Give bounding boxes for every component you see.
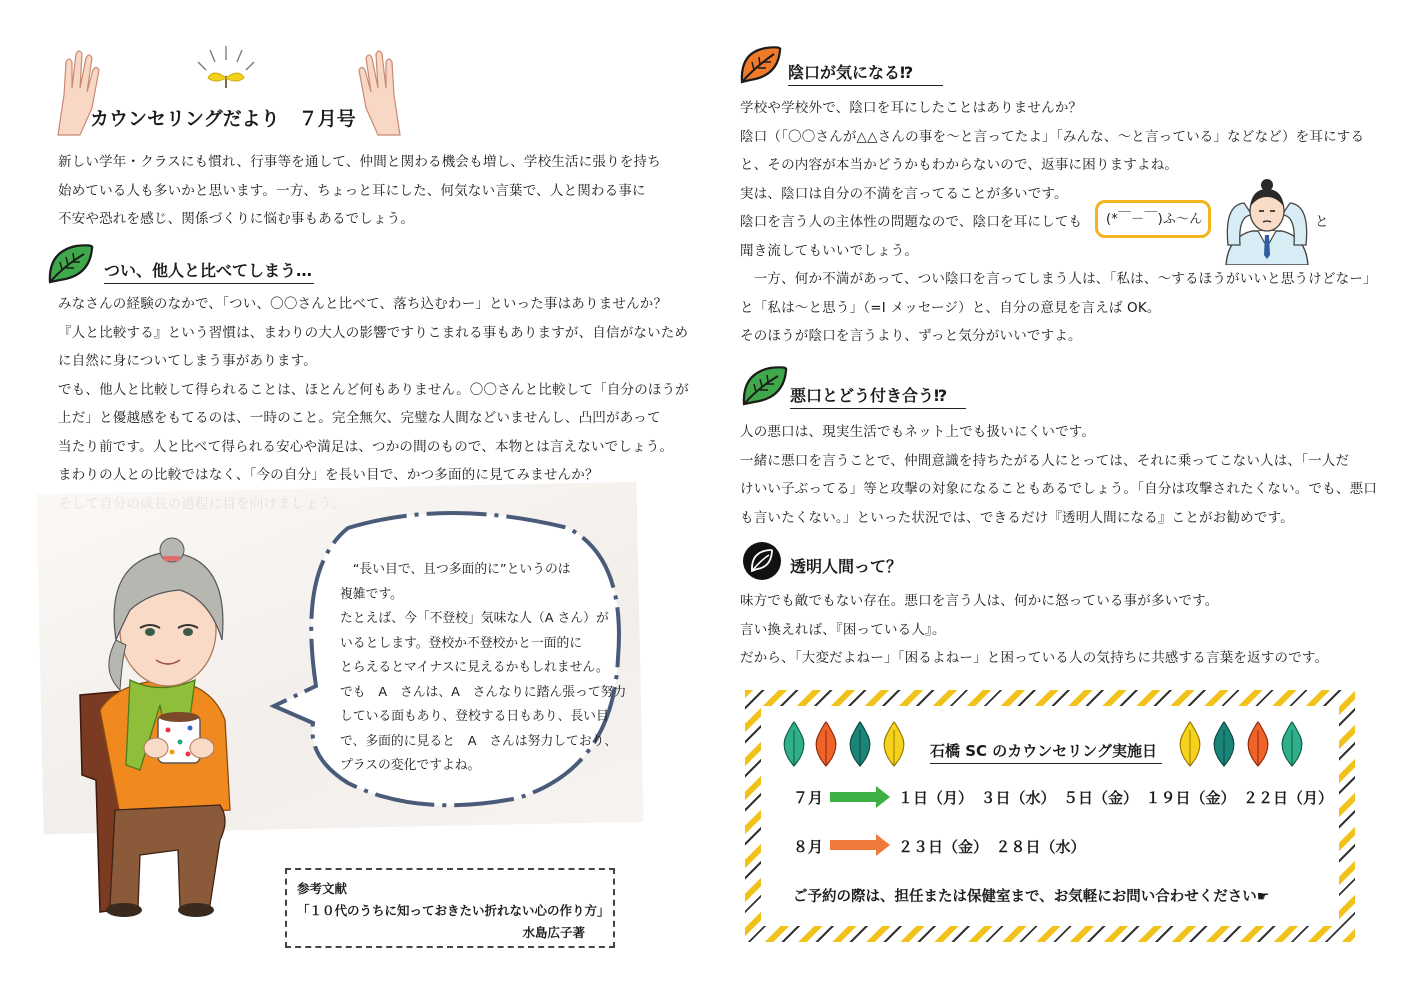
section-heading-kageguchi: 陰口が気になる⁉ [788,60,943,86]
leaf-circle-icon [742,541,782,581]
kageguchi-line-end: と [1315,214,1329,230]
bubble-line: いるとします。登校か不登校かと一面的に [340,635,583,651]
leaf-icon [740,364,788,410]
kageguchi-line: と、その内容が本当かどうかもわからないので、返事に困りますよね。 [740,157,1179,173]
kageguchi-line: そのほうが陰口を言うより、ずっと気分がいいですよ。 [740,328,1082,344]
intro-text [58,148,661,234]
compare-line: まわりの人との比較ではなく、「今の自分」を長い目で、かつ多面的に見てみませんか？ [58,467,599,483]
kageguchi-line: と「私は～と思う」（=I メッセージ）と、自分の意見を言えば OK。 [740,299,1161,316]
dark-teal-leaf-icon [850,722,870,766]
august-label: ８月 [793,838,824,856]
warukuchi-line: 一緒に悪口を言うことで、仲間意識を持ちたがる人にとっては、それに乗ってこない人は、「一人だ [740,452,1350,469]
toumei-text [740,587,1328,673]
kageguchi-line: 陰口（「〇〇さんが△△さんの事を～と言ってたよ」「みんな、～と言っている」などなど）を耳にする [740,128,1365,145]
bubble-line: で、多面的に見ると A さんは努力しており、 [340,733,618,749]
orange-leaf-icon [738,44,784,88]
august-dates: ２３日（金） ２８日（水） [898,838,1086,856]
compare-line: に自然に身についてしまう事があります。 [58,353,317,369]
leaves-decoration-left [778,720,913,770]
compare-line: 当たり前です。人と比べて得られる安心や満足は、つかの間のもので、本物とは言えないでしょう。 [58,438,674,455]
orange-leaf-icon [816,722,836,766]
teal-leaf-icon [784,722,804,766]
kageguchi-line: 一方、何か不満があって、つい陰口を言ってしまう人は、「私は、～するほうがいいと思うけどなー」 [740,271,1377,287]
bubble-line: でも A さんは、A さんなりに踏ん張って努力 [340,684,627,700]
compare-line: みなさんの経験のなかで、「つい、〇〇さんと比べて、落ち込むわー」といった事はありませんか？ [58,296,668,312]
bubble-line: している面もあり、登校する日もあり、長い目 [340,709,609,724]
intro-line: 始めている人も多いかと思います。一方、ちょっと耳にした、何気ない言葉で、人と関わる事に [58,182,646,199]
reference-book: 「１０代のうちに知っておきたい折れない心の作り方」 [297,903,610,918]
section-heading-compare: つい、他人と比べてしまう… [104,258,314,284]
july-dates: １日（月） ３日（水） ５日（金） １９日（金） ２２日（月） [898,789,1334,807]
green-arrow-icon [830,786,892,808]
compare-line: でも、他人と比較して得られることは、ほとんど何もありません。〇〇さんと比較して「自分のほうが [58,381,690,398]
warukuchi-text [740,418,1377,532]
right-hand-icon [359,51,400,135]
bubble-line: プラスの変化ですよね。 [340,758,481,773]
speech-bubble-text [340,558,626,779]
bubble-line: “長い目で、且つ多面的に”というのは [340,562,571,577]
bubble-line: たとえば、今「不登校」気味な人（A さん）が [340,611,609,626]
leaf-icon [46,242,96,288]
warukuchi-line: 人の悪口は、現実生活でもネット上でも扱いにくいです。 [740,424,1096,440]
toumei-line: 味方でも敵でもない存在。悪口を言う人は、何かに怒っている事が多いです。 [740,593,1219,609]
reference-label: 参考文献 [297,881,348,896]
warukuchi-line: けいい子ぶってる」等と攻撃の対象になることもあるでしょう。「自分は攻撃されたくない。でも、悪口 [740,481,1378,497]
page-title: カウンセリングだより ７月号 [90,108,356,130]
leaves-decoration-right [1172,720,1312,770]
warukuchi-line: も言いたくない。」といった状況では、できるだけ『透明人間になる』ことがお勧めです。 [740,509,1294,526]
toumei-line: だから、「大変だよねー」「困るよねー」と困っている人の気持ちに共感する言葉を返すのです。 [740,650,1329,666]
compare-line: 『人と比較する』という習慣は、まわりの大人の影響ですりこまれる事もありますが、自信がないため [58,324,689,341]
schedule-title: 石橋 SC のカウンセリング実施日 [930,740,1162,764]
bubble-line: とらえるとマイナスに見えるかもしれません。 [340,660,609,675]
hmm-bubble: (*￣－￣)ふ～ん [1095,200,1211,238]
relaxed-person-illustration [1222,175,1312,265]
dark-teal-leaf-icon [1214,722,1234,766]
july-label: ７月 [793,789,824,807]
sprout-icon [198,46,254,88]
schedule-note [793,885,1269,906]
orange-leaf-icon [1248,722,1268,766]
kageguchi-line: 陰口を言う人の主体性の問題なので、陰口を耳にしても [740,214,1083,230]
kageguchi-line: 実は、陰口は自分の不満を言ってることが多いです。 [740,185,1068,202]
toumei-line: 言い換えれば、『困っている人』。 [740,621,946,638]
reference-author: 水島広子著 [522,925,585,940]
teal-leaf-icon [1282,722,1302,766]
compare-line: 上だ」と優越感をもてるのは、一時のこと。完全無欠、完璧な人間などいませんし、凸凹があって [58,410,661,426]
yellow-leaf-icon [1180,722,1200,766]
kageguchi-line: 聞き流してもいいでしょう。 [740,242,919,259]
section-heading-warukuchi: 悪口とどう付き合う⁉ [790,383,966,409]
reference-box [285,868,615,948]
bubble-line: 複雑です。 [340,586,403,602]
section-heading-toumei: 透明人間って？ [790,557,903,576]
kageguchi-line: 学校や学校外で、陰口を耳にしたことはありませんか？ [740,100,1083,116]
orange-arrow-icon [830,834,892,856]
intro-line: 不安や恐れを感じ、関係づくりに悩む事もあるでしょう。 [58,211,415,227]
pointing-hand-icon: ☛ [1256,889,1270,905]
yellow-leaf-icon [884,722,904,766]
schedule-note-text: ご予約の際は、担任または保健室まで、お気軽にお問い合わせください [793,889,1257,905]
intro-line: 新しい学年・クラスにも慣れ、行事等を通して、仲間と関わる機会も増し、学校生活に張りを持ち [58,154,661,170]
grandmother-illustration [60,520,260,920]
